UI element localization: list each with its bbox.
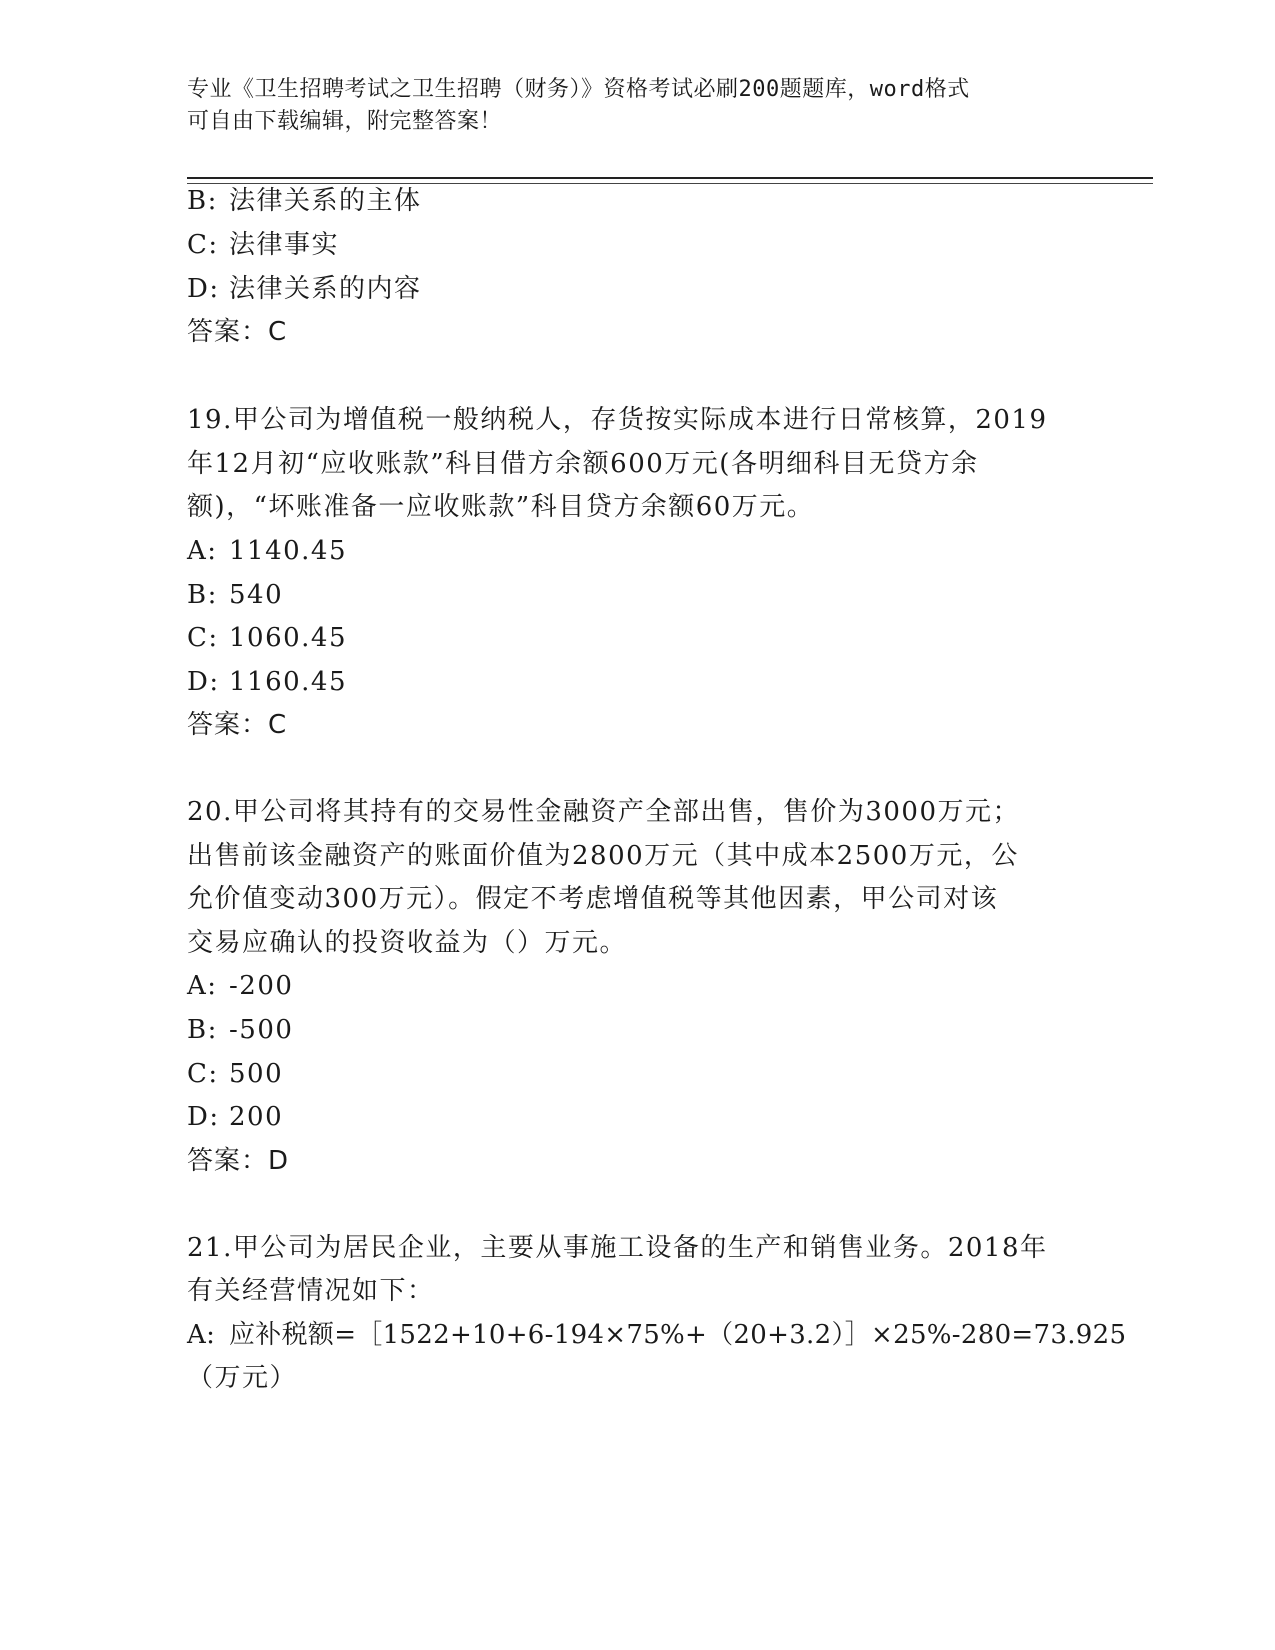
- document-header: [187, 74, 1087, 138]
- q18-option-c: C: 法律事实: [187, 230, 340, 260]
- q20-option-d: D: 200: [187, 1102, 284, 1132]
- q20-option-a: A: -200: [187, 971, 294, 1001]
- q19-stem-line-3: 额)，“坏账准备一应收账款”科目贷方余额60万元。: [187, 492, 815, 522]
- q19-option-d: D: 1160.45: [187, 667, 348, 697]
- q21-option-a: A: 应补税额=［1522+10+6-194×75%+（20+3.2）］×25%-280=73.925: [187, 1320, 1127, 1350]
- header-divider-thick: [187, 177, 1153, 179]
- q19-option-a: A: 1140.45: [187, 536, 348, 566]
- q20-option-b: B: -500: [187, 1015, 294, 1045]
- q21-option-a-continuation: （万元）: [187, 1363, 298, 1393]
- q20-option-c: C: 500: [187, 1059, 284, 1089]
- q18-answer: 答案：C: [187, 317, 288, 347]
- q20-stem-line-3: 允价值变动300万元）。假定不考虑增值税等其他因素，甲公司对该: [187, 884, 999, 914]
- q20-stem-line-4: 交易应确认的投资收益为（）万元。: [187, 928, 628, 958]
- q21-stem-line-1: 21.甲公司为居民企业，主要从事施工设备的生产和销售业务。2018年: [187, 1233, 1048, 1263]
- q19-option-b: B: 540: [187, 580, 284, 610]
- header-title-line-1: 专业《卫生招聘考试之卫生招聘（财务）》资格考试必刷200题题库，word格式: [187, 77, 970, 102]
- q21-stem-line-2: 有关经营情况如下：: [187, 1276, 435, 1306]
- q19-answer: 答案：C: [187, 710, 288, 740]
- q20-stem-line-1: 20.甲公司将其持有的交易性金融资产全部出售，售价为3000万元；: [187, 797, 1021, 827]
- header-title-line-2: 可自由下载编辑，附完整答案！: [187, 109, 503, 134]
- q19-option-c: C: 1060.45: [187, 623, 348, 653]
- q18-option-d: D: 法律关系的内容: [187, 274, 422, 304]
- q19-stem-line-2: 年12月初“应收账款”科目借方余额600万元(各明细科目无贷方余: [187, 449, 979, 479]
- q18-option-b: B: 法律关系的主体: [187, 186, 422, 216]
- q20-stem-line-2: 出售前该金融资产的账面价值为2800万元（其中成本2500万元，公: [187, 841, 1019, 871]
- q20-answer: 答案：D: [187, 1146, 290, 1176]
- q19-stem-line-1: 19.甲公司为增值税一般纳税人，存货按实际成本进行日常核算，2019: [187, 405, 1048, 435]
